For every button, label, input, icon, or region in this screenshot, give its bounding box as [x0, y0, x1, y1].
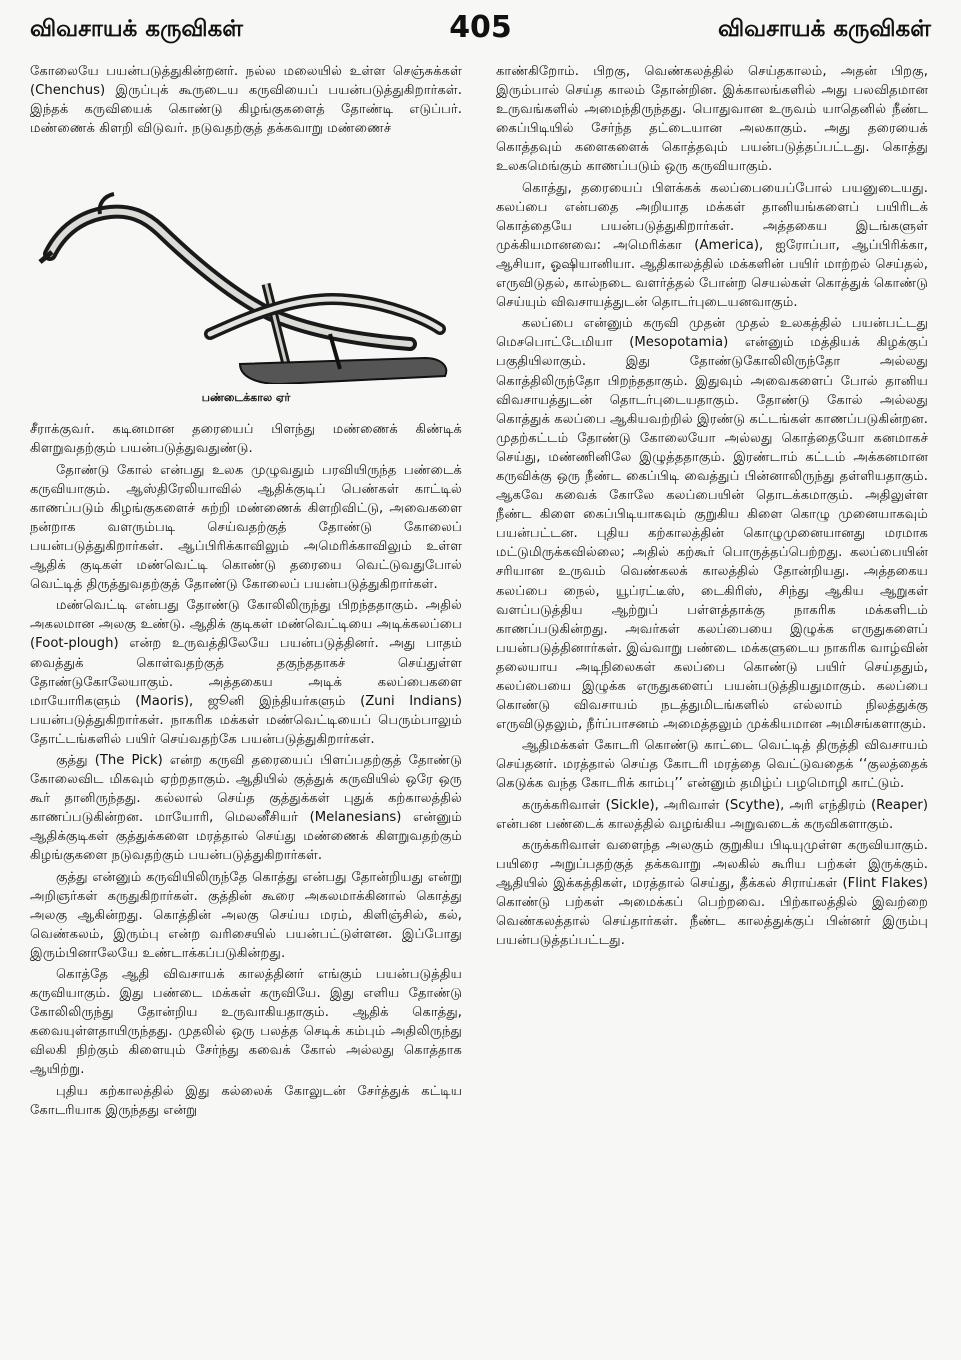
page-header [30, 10, 931, 50]
ancient-plough-drawing [30, 144, 462, 384]
left-paragraph-7: கொத்தே ஆதி விவசாயக் காலத்தினர் எங்கும் பயன்படுத்திய கருவியாகும். இது பண்டை மக்கள் கருவியே. இது எளிய தோண்டு கோலிலிருந்து தோன்றிய உருவாகியதாகும். ஆதிக் கொத்து, கவையுள்ளதாயிருந்தது. முதலில் ஒரு பலத்த செடிக் கம்பும் அதிலிருந்து விலகி நிற்கும் கிளையும் சேர்ந்து கவைக் கோல் அல்லது கொத்தாக ஆயிற்று. [30, 967, 462, 1078]
left-paragraph-2: சீராக்குவர். கடினமான தரையைப் பிளந்து மண்ணைக் கிண்டிக் கிளறுவதற்கும் பயன்படுத்துவதுண்டு. [30, 422, 462, 457]
left-column [30, 62, 462, 1122]
right-column [496, 62, 928, 952]
running-title-right: விவசாயக் கருவிகள் [717, 16, 931, 42]
left-paragraph-3: தோண்டு கோல் என்பது உலக முழுவதும் பரவியிருந்த பண்டைக் கருவியாகும். ஆஸ்திரேலியாவில் ஆதிக்குடிப் பெண்கள் காட்டில் காணப்படும் கிழங்குகளைச் சுற்றி மண்ணைக் கிளறிவிட்டு, அவைகளை நன்றாக வளரும்படி செய்வதற்குத் தோண்டு கோலைப் பயன்படுத்துகிறார்கள். ஆப்பிரிக்காவிலும் அமெரிக்காவிலும் உள்ள ஆதிக் குடிகள் மண்வெட்டி கொண்டு தரையை வெட்டுவதுபோல் வெட்டித் திருத்துவதற்குத் தோண்டு கோலைப் பயன்படுத்துகிறார்கள். [30, 462, 462, 593]
right-paragraph-1: காண்கிறோம். பிறகு, வெண்கலத்தில் செய்தகாலம், அதன் பிறகு, இரும்பால் செய்த காலம் தோன்றின. இக்காலங்களில் அது பலவிதமான உருவங்களில் அமைந்திருந்தது. பொதுவான உருவம் யாதெனில் நீண்ட கைப்பிடியில் சேர்ந்த தட்டையான அலகாகும். அது தரையைக் கொத்தவும் களைகளைக் கொத்தவும் பயன்படுத்தப்பட்டது. கொத்து உலகமெங்கும் காணப்படும் ஒரு கருவியாகும். [496, 64, 928, 175]
right-paragraph-4: ஆதிமக்கள் கோடரி கொண்டு காட்டை வெட்டித் திருத்தி விவசாயம் செய்தனர். மரத்தால் செய்த கோடரி மரத்தை வெட்டுவதைக் ‘‘குலத்தைக் கெடுக்க வந்த கோடரிக் காம்பு’’ என்னும் தமிழ்ப் பழமொழி காட்டும். [496, 738, 928, 792]
left-paragraph-4: மண்வெட்டி என்பது தோண்டு கோலிலிருந்து பிறந்ததாகும். அதில் அகலமான அலகு உண்டு. ஆதிக் குடிகள் மண்வெட்டியை அடிக்கலப்பை (Foot-plough) என்ற உருவத்திலேயே பயன்படுத்தினர். அது பாதம் வைத்துக் கொள்வதற்குத் தகுந்ததாகச் செய்துள்ள தோண்டுகோலேயாகும். அத்தகைய அடிக் கலப்பைகளை மாயோரிகளும் (Maoris), ஜூனி இந்தியர்களும் (Zuni Indians) பயன்படுத்துகிறார்கள். நாகரிக மக்கள் மண்வெட்டியைப் பெரும்பாலும் தோட்டங்களில் பயிர் செய்வதற்கே பயன்படுத்துகிறார்கள். [30, 598, 462, 747]
right-paragraph-5: கருக்கரிவாள் (Sickle), அரிவாள் (Scythe), அரி எந்திரம் (Reaper) என்பன பண்டைக் காலத்தில் வழங்கிய அறுவடைக் கருவிகளாகும். [496, 797, 928, 832]
left-paragraph-6: குத்து என்னும் கருவியிலிருந்தே கொத்து என்பது தோன்றியது என்று அறிஞர்கள் கருதுகிறார்கள். குத்தின் கூரை அகலமாக்கினால் கொத்து அலகு ஆகின்றது. கொத்தின் அலகு செய்ய மரம், கிளிஞ்சில், கல், வெண்கலம், இரும்பு என்ற வரிசையில் பயன்பட்டுள்ளன. இப்போது இரும்பினாலேயே உண்டாக்கப்படுகின்றது. [30, 869, 462, 961]
right-paragraph-3: கலப்பை என்னும் கருவி முதன் முதல் உலகத்தில் பயன்பட்டது மெசபொட்டேமியா (Mesopotamia) என்னும் மத்தியக் கிழக்குப் பகுதியிலாகும். இது தோண்டுகோலிலிருந்தோ அல்லது கொத்திலிருந்தோ பிறந்ததாகும். இதுவும் அவைகளைப் போல் தானிய விவசாயத்துடன் தொடர்புடையதாகும். தோண்டு கோல் அல்லது கொத்துக் கலப்பை ஆகியவற்றில் இரண்டு கட்டங்கள் காணப்படுகின்றன. முதற்கட்டம் தோண்டு கோலையோ அல்லது கொத்தையோ கனமாகச் செய்து, மண்ணினிலே இழுத்ததாகும். இரண்டாம் கட்டம் அக்கனமான கருவிக்கு ஒரு நீண்ட கைப்பிடி வைத்துப் பின்னாலிருந்து தள்ளியதாகும். ஆகவே கவைக் கோலே கலப்பையின் தொடக்கமாகும். அதிலுள்ள நீண்ட கிளை கைப்பிடியாகவும் குறுகிய கிளை கொழு முனையாகவும் பயன்பட்டன. புதிய கற்காலத்தின் கொழுமுனையானது மரமாக மட்டுமிருக்கவில்லை; அதில் கற்கூர் பொருத்தப்பெற்றது. கலப்பையின் சரியான உருவம் வெண்கலக் காலத்தில் தோன்றியது. அத்தகைய கலப்பை நைல், யூப்ரட்டீஸ், டைகிரிஸ், சிந்து ஆகிய ஆறுகள் வளப்படுத்திய ஆற்றுப் பள்ளத்தாக்கு நாகரிக மக்களிடம் காணப்படுகின்றது. அவர்கள் கலப்பையை இழுக்க எருதுகளைப் பயன்படுத்தினார்கள். இவ்வாறு பண்டை மக்களுடைய நாகரிக வாழ்வின் தலையாய அடிநிலைகள் கலப்பை கொண்டு பயிர் செய்ததும், கலப்பையை இழுக்க எருதுகளைப் பயன்படுத்தியதுமாகும். கலப்பை கொண்டு விவசாயம் நடத்துமிடங்களில் எல்லாம் நிலத்துக்கு எருவிடுதலும், நீர்ப்பாசனம் அமைத்தலும் முக்கியமான அமிசங்களாகும். [496, 316, 928, 733]
figure-caption: பண்டைக்கால ஏர் [201, 391, 291, 405]
running-title-left: விவசாயக் கருவிகள் [30, 16, 244, 42]
left-paragraph-8: புதிய கற்காலத்தில் இது கல்லைக் கோலுடன் சேர்த்துக் கட்டிய கோடரியாக இருந்தது என்று [30, 1083, 462, 1118]
page-number: 405 [449, 10, 512, 45]
plough-illustration [30, 144, 462, 412]
right-paragraph-2: கொத்து, தரையைப் பிளக்கக் கலப்பையைப்போல் பயனுடையது. கலப்பை என்பதை அறியாத மக்கள் தானியங்களைப் பயிரிடக் கொத்தையே பயன்படுத்துகிறார்கள். அத்தகைய இடங்களுள் முக்கியமானவை: அமெரிக்கா (America), ஐரோப்பா, ஆப்பிரிக்கா, ஆசியா, ஓஷியானியா. ஆதிகாலத்தில் மக்களின் பயிர் மாற்றல் செய்தல், எருவிடுதல், கால்நடை வளர்த்தல் போன்ற செயல்கள் கொத்துக் கொண்டு செய்யும் விவசாயத்துடன் தொடர்புடையனவாகும். [496, 180, 928, 311]
left-paragraph-1: கோலையே பயன்படுத்துகின்றனர். நல்ல மலையில் உள்ள செஞ்சுக்கள் (Chenchus) இருப்புக் கூருடைய கருவியைப் பயன்படுத்துகிறார்கள். இந்தக் கருவியைக் கொண்டு கிழங்குகளைத் தோண்டி எடுப்பர். மண்ணைக் கிளறி விடுவர். நடுவதற்குத் தக்கவாறு மண்ணைச் [30, 64, 462, 137]
right-paragraph-6: கருக்கரிவாள் வளைந்த அலகும் குறுகிய பிடியுமுள்ள கருவியாகும். பயிரை அறுப்பதற்குத் தக்கவாறு அலகில் கூரிய பற்கள் இருக்கும். ஆதியில் இக்கத்திகள், மரத்தால் செய்து, தீக்கல் சிராய்கள் (Flint Flakes) கொண்டு பற்கள் அமைக்கப் பெற்றவை. பிற்காலத்தில் இவற்றை வெண்கலத்தால் செய்தார்கள். நீண்ட காலத்துக்குப் பின்னர் இரும்பு பயன்படுத்தப்பட்டது. [496, 837, 928, 949]
left-paragraph-5: குத்து (The Pick) என்ற கருவி தரையைப் பிளப்பதற்குத் தோண்டு கோலைவிட மிகவும் ஏற்றதாகும். ஆதியில் குத்துக் கருவியில் ஒரே ஒரு கூர் தானிருந்தது. கல்லால் செய்த குத்துக்கள் புதுக் கற்காலத்தில் காணப்படுகின்றன. மாயோரி, மெலனீசியர் (Melanesians) என்னும் ஆதிக்குடிகள் குத்துக்களை மரத்தால் செய்து மண்ணைக் கிளறுவதற்கும் கிழங்குகளை நடுவதற்கும் பயன்படுத்துகிறார்கள். [30, 752, 462, 864]
